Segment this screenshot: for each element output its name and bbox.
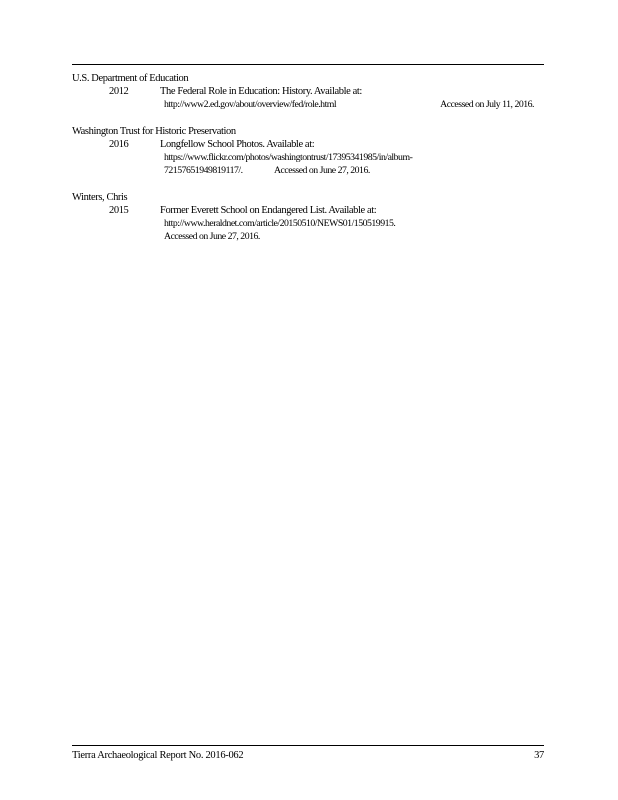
reference-entry: [72, 191, 544, 243]
reference-url[interactable]: http://www2.ed.gov/about/overview/fed/role.html: [164, 99, 337, 110]
reference-url-continued[interactable]: 72157651949819117/.: [164, 165, 243, 176]
reference-accessed: Accessed on June 27, 2016.: [164, 231, 260, 242]
reference-author: Washington Trust for Historic Preservation: [72, 126, 236, 137]
reference-url[interactable]: http://www.heraldnet.com/article/20150510/NEWS01/150519915.: [164, 218, 396, 229]
reference-accessed: Accessed on July 11, 2016.: [440, 99, 534, 110]
footer-report-title: Tierra Archaeological Report No. 2016-062: [72, 750, 244, 761]
reference-title: Former Everett School on Endangered List. Available at:: [160, 205, 377, 216]
page-number: 37: [534, 750, 544, 761]
reference-author: Winters, Chris: [72, 192, 128, 203]
reference-author: U.S. Department of Education: [72, 73, 189, 84]
footer-rule: [72, 745, 544, 746]
reference-entry: [72, 125, 544, 177]
references-list: [72, 72, 544, 257]
reference-entry: [72, 72, 544, 111]
reference-year: 2015: [109, 205, 129, 216]
reference-year: 2012: [109, 86, 129, 97]
reference-year: 2016: [109, 139, 129, 150]
header-rule: [72, 64, 544, 65]
reference-url[interactable]: https://www.flickr.com/photos/washingtontrust/17395341985/in/album-: [164, 152, 413, 163]
reference-accessed: Accessed on June 27, 2016.: [273, 165, 370, 176]
reference-title: The Federal Role in Education: History. Available at:: [160, 86, 362, 97]
reference-title: Longfellow School Photos. Available at:: [160, 139, 315, 150]
page-footer: [72, 750, 544, 761]
